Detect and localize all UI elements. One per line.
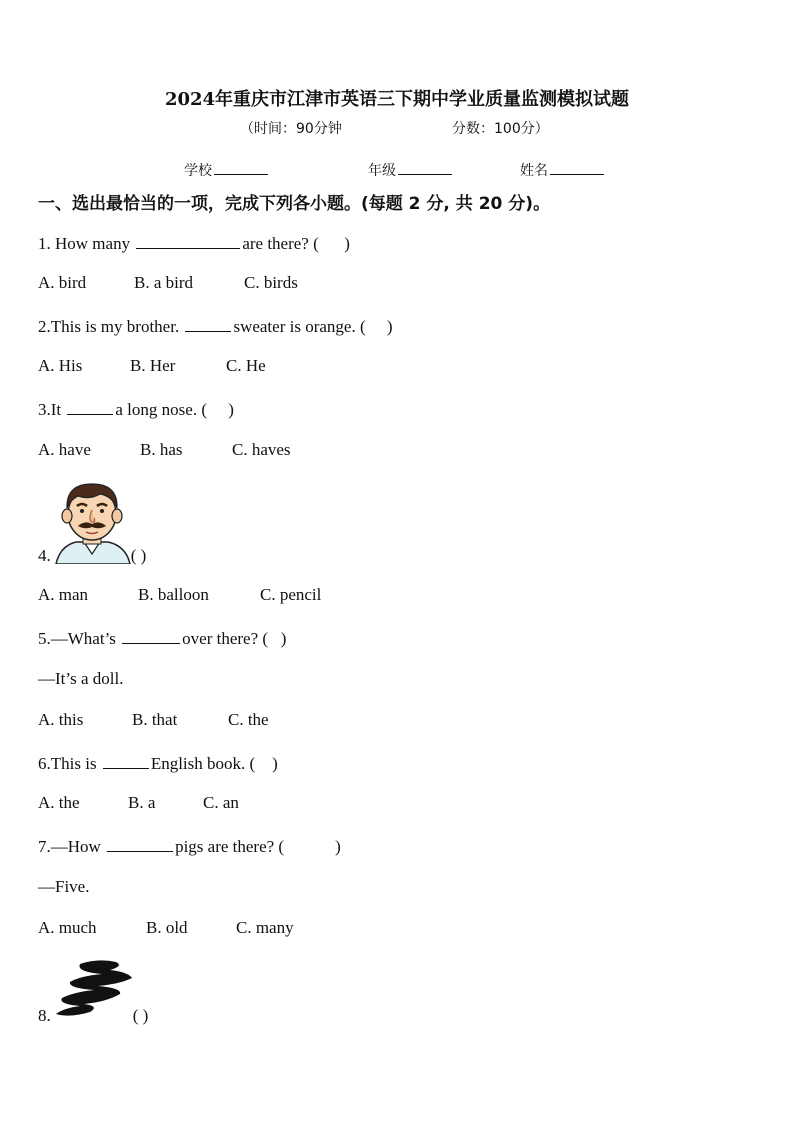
paren-close: ) <box>335 837 341 856</box>
section-heading: 一、选出最恰当的一项，完成下列各小题。(每题 2 分, 共 20 分)。 <box>38 194 551 214</box>
question-7 <box>38 835 341 857</box>
options-6 <box>38 793 239 813</box>
question-3 <box>38 398 234 420</box>
paren-close: ) <box>386 317 393 336</box>
exam-time: （时间：90分钟 <box>240 121 342 137</box>
question-4 <box>38 546 146 566</box>
question-5 <box>38 627 286 649</box>
question-number: 2. <box>38 317 51 336</box>
options-1 <box>38 273 298 293</box>
name-blank[interactable] <box>550 160 604 175</box>
exam-score: 分数：100分） <box>452 121 549 137</box>
question-text: pigs are there? ( <box>175 837 285 856</box>
question-text: —How <box>50 837 101 856</box>
option-b[interactable]: B. has <box>140 440 183 459</box>
question-number: 8. <box>38 1006 51 1025</box>
option-c[interactable]: C. many <box>236 918 294 937</box>
answer-blank[interactable] <box>185 315 231 332</box>
paren-close: ) <box>228 400 234 419</box>
name-field <box>520 160 604 180</box>
question-text: This is my brother. <box>50 317 180 336</box>
option-a[interactable]: A. this <box>38 710 84 729</box>
option-b[interactable]: B. a bird <box>134 273 194 292</box>
question-number: 6. <box>38 754 51 773</box>
paren-close: ) <box>280 629 287 648</box>
option-a[interactable]: A. His <box>38 356 83 375</box>
option-c[interactable]: C. pencil <box>260 585 322 604</box>
name-label: 姓名 <box>520 163 548 179</box>
option-c[interactable]: C. He <box>226 356 266 375</box>
answer-blank[interactable] <box>107 835 173 852</box>
option-c[interactable]: C. an <box>203 793 239 812</box>
question-8 <box>38 1006 148 1026</box>
question-text: English book. ( <box>150 754 256 773</box>
question-text: a long nose. ( <box>115 400 207 419</box>
option-a[interactable]: A. much <box>38 918 97 937</box>
page-title: 2024年重庆市江津市英语三下期中学业质量监测模拟试题 <box>164 89 630 110</box>
option-a[interactable]: A. the <box>38 793 80 812</box>
answer-line-5: —It’s a doll. <box>38 669 124 688</box>
answer-blank[interactable] <box>136 232 240 249</box>
question-1 <box>38 232 350 254</box>
options-5 <box>38 710 269 730</box>
question-text: How many <box>55 234 131 253</box>
answer-blank[interactable] <box>103 752 149 769</box>
option-a[interactable]: A. bird <box>38 273 87 292</box>
question-6 <box>38 752 278 774</box>
option-b[interactable]: B. old <box>146 918 188 937</box>
grade-field <box>368 160 452 180</box>
question-text: It <box>50 400 62 419</box>
question-text: —What’s <box>50 629 116 648</box>
answer-line-7: —Five. <box>38 877 90 896</box>
answer-blank[interactable] <box>122 627 180 644</box>
option-b[interactable]: B. balloon <box>138 585 209 604</box>
paren-close: ) <box>272 754 278 773</box>
options-3 <box>38 440 291 460</box>
option-c[interactable]: C. the <box>228 710 269 729</box>
question-text: sweater is orange. ( <box>233 317 366 336</box>
question-text: This is <box>50 754 97 773</box>
options-7 <box>38 918 294 938</box>
answer-paren[interactable]: ( ) <box>132 1006 149 1025</box>
option-b[interactable]: B. a <box>128 793 156 812</box>
question-number: 1. <box>38 234 51 253</box>
option-c[interactable]: C. birds <box>244 273 298 292</box>
question-number: 7. <box>38 837 51 856</box>
paren-close: ) <box>344 234 350 253</box>
question-number: 3. <box>38 400 51 419</box>
school-blank[interactable] <box>214 160 268 175</box>
question-number: 5. <box>38 629 51 648</box>
option-b[interactable]: B. Her <box>130 356 176 375</box>
school-field <box>184 160 268 180</box>
option-b[interactable]: B. that <box>132 710 178 729</box>
answer-blank[interactable] <box>67 398 113 415</box>
options-2 <box>38 356 266 376</box>
option-c[interactable]: C. haves <box>232 440 291 459</box>
grade-blank[interactable] <box>398 160 452 175</box>
question-2 <box>38 315 393 337</box>
question-text: are there? ( <box>242 234 319 253</box>
option-a[interactable]: A. have <box>38 440 91 459</box>
option-a[interactable]: A. man <box>38 585 89 604</box>
school-label: 学校 <box>184 163 212 179</box>
question-number: 4. <box>38 546 51 565</box>
answer-paren[interactable]: ( ) <box>130 546 147 565</box>
grade-label: 年级 <box>368 163 396 179</box>
options-4 <box>38 585 321 605</box>
question-text: over there? ( <box>182 629 269 648</box>
